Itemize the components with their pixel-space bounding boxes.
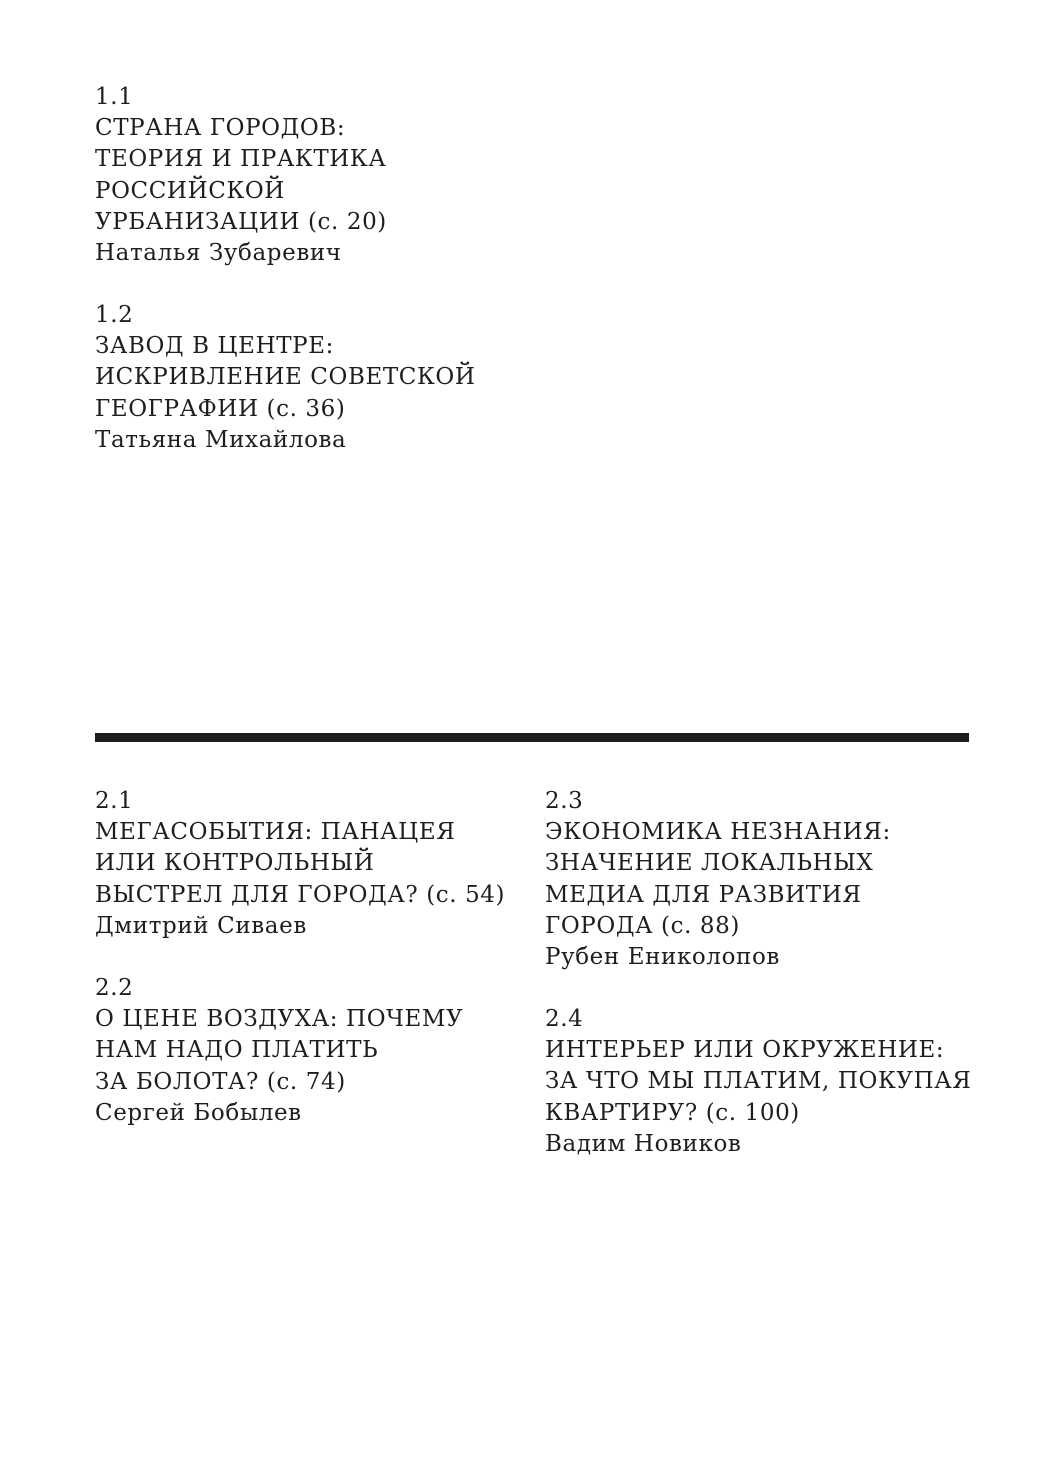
entry-number: 2.4 [545,1006,584,1032]
entry-author: Татьяна Михайлова [95,426,347,453]
entry-number: 2.3 [545,788,584,814]
entry-title-line: НАМ НАДО ПЛАТИТЬ [95,1037,379,1064]
entry-number: 2.2 [95,975,134,1001]
entry-title-line: ЗАВОД В ЦЕНТРЕ: [95,333,334,360]
entry-title-line: КВАРТИРУ? (с. 100) [545,1099,800,1126]
entry-number: 1.2 [95,302,134,328]
entry-author: Рубен Ениколопов [545,944,780,971]
entry-title-line: ТЕОРИЯ И ПРАКТИКА [95,146,387,173]
entry-title-line: ЭКОНОМИКА НЕЗНАНИЯ: [545,819,891,846]
entry-number: 1.1 [95,84,134,110]
entry-title-line: ГЕОГРАФИИ (с. 36) [95,395,346,422]
toc-entry-2-2 [95,973,463,1129]
entry-title-line: ИСКРИВЛЕНИЕ СОВЕТСКОЙ [95,364,476,391]
entry-title-line: О ЦЕНЕ ВОЗДУХА: ПОЧЕМУ [95,1006,464,1033]
entry-title-line: РОССИЙСКОЙ [95,177,285,204]
entry-author: Сергей Бобылев [95,1099,302,1126]
entry-author: Дмитрий Сиваев [95,912,307,939]
section-divider [95,733,969,742]
toc-entry-2-3 [545,786,891,973]
entry-title-line: ИЛИ КОНТРОЛЬНЫЙ [95,850,375,877]
entry-title-line: МЕГАСОБЫТИЯ: ПАНАЦЕЯ [95,819,456,846]
entry-author: Наталья Зубаревич [95,240,342,267]
entry-title-line: ЗА ЧТО МЫ ПЛАТИМ, ПОКУПАЯ [545,1068,972,1095]
toc-entry-1-2 [95,300,476,456]
entry-title-line: ЗА БОЛОТА? (с. 74) [95,1068,346,1095]
entry-title-line: УРБАНИЗАЦИИ (с. 20) [95,208,387,235]
entry-author: Вадим Новиков [545,1130,742,1157]
entry-title-line: СТРАНА ГОРОДОВ: [95,115,346,142]
toc-entry-1-1 [95,82,387,269]
entry-number: 2.1 [95,788,134,814]
entry-title-line: МЕДИА ДЛЯ РАЗВИТИЯ [545,881,862,908]
toc-entry-2-1 [95,786,505,942]
entry-title-line: ЗНАЧЕНИЕ ЛОКАЛЬНЫХ [545,850,874,877]
toc-entry-2-4 [545,1004,971,1160]
entry-title-line: ВЫСТРЕЛ ДЛЯ ГОРОДА? (с. 54) [95,881,506,908]
entry-title-line: ГОРОДА (с. 88) [545,912,740,939]
entry-title-line: ИНТЕРЬЕР ИЛИ ОКРУЖЕНИЕ: [545,1037,945,1064]
